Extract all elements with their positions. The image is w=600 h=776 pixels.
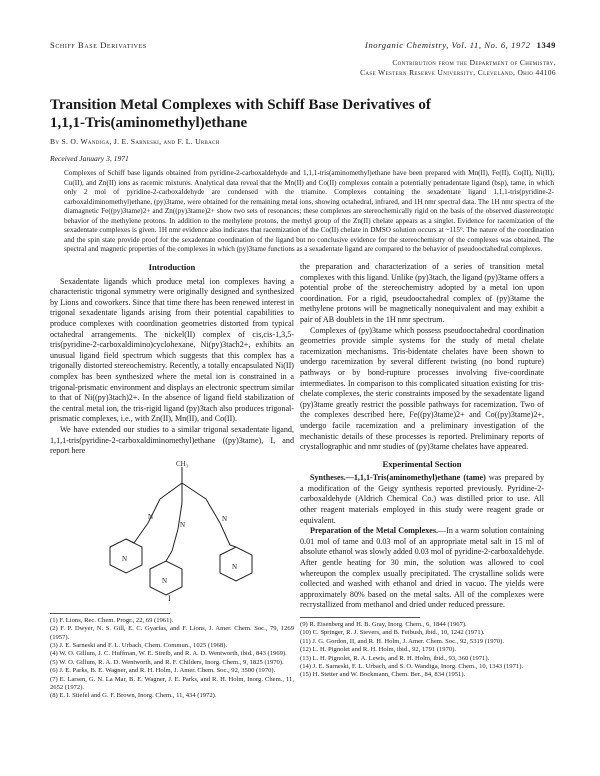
reference: (5) W. O. Gillum, R. A. D. Wentworth, and R. F. Childers, Inorg. Chem., 9, 1825 (1970). xyxy=(50,658,284,666)
preparation-paragraph xyxy=(300,526,544,611)
svg-text:N: N xyxy=(180,520,186,529)
references-right xyxy=(300,621,544,680)
experimental-heading: Experimental Section xyxy=(382,458,462,469)
svg-text:N: N xyxy=(148,512,154,521)
syntheses-runin: Syntheses.—1,1,1-Tris(aminomethyl)ethane (tame) xyxy=(310,473,486,483)
racemization-paragraph: Complexes of (py)3tame which possess pseudooctahedral coordination geometries provide simple systems for the study of metal chelate racemization mechanisms. Tris-bidentate chelates have been shown to undergo racemization by several different twisting (no bond rupture) pathways or by bond-rupture processes involving five-coordinate intermediates. In comparison to this complicated situation existing for tris-chelate complexes, the steric constraints imposed by the sexadentate ligand (py)3tame greatly restrict the possible pathways for racemization. Two of the complexes described here, Fe((py)3tame)2+ and Co((py)3tame)2+, undergo facile racemization and a preliminary investigation of the mechanistic details of these processes is reported. Preliminary reports of crystallographic and nmr studies of (py)3tame chelates have appeared. xyxy=(300,325,544,452)
ligand-structure-drawing xyxy=(50,459,294,607)
preparation-runin: Preparation of the Metal Complexes. xyxy=(310,526,439,536)
preparation-body: —In a warm solution containing 0.01 mol of tame and 0.03 mol of an appropriate metal salt in 15 ml of absolute ethanol was slowly added 0.03 mol of pyridine-2-carboxaldehyde. After gentle heating for 30 min, the solution was allowed to cool whereupon the complex usually precipitated. The crystalline solids were collected and washed with ethanol and dried in vacuo. The yields were approximately 80% based on the metal salts. All of the complexes were recrystallized from methanol and dried under reduced pressure. xyxy=(300,526,544,610)
continued-paragraph: the preparation and characterization of a series of transition metal complexes with this ligand. Unlike (py)3tach, the ligand (py)3tame offers a potential probe of the stereochemistry adopted by a metal ion upon coordination. For a rigid, pseudooctahedral complex of (py)3tame the methylene protons will be magnetically nonequivalent and may exhibit a pair of AB doublets in the 1H nmr spectrum. xyxy=(300,262,544,324)
reference: (10) C. Springer, R. J. Sievers, and B. Feibush, ibid., 10, 1242 (1971). xyxy=(300,629,485,637)
running-head: Schiff Base Derivatives xyxy=(50,40,147,50)
reference: (3) J. E. Sarneski and F. L. Urbach, Chem. Commun., 1025 (1968). xyxy=(50,641,228,649)
reference: (1) F. Lions, Rec. Chem. Progr., 22, 69 (1961). xyxy=(50,616,174,624)
journal-citation xyxy=(365,40,556,50)
references-left xyxy=(50,617,294,701)
footnote-rule xyxy=(300,617,420,618)
received-date: Received January 3, 1971 xyxy=(50,154,129,163)
syntheses-paragraph xyxy=(300,473,544,526)
page-number: 1349 xyxy=(536,40,556,50)
contribution-line-2: Case Western Reserve University, Cleveland, Ohio 44106 xyxy=(360,68,556,77)
journal-name: Inorganic Chemistry, Vol. 11, No. 6, 1972 xyxy=(365,40,531,50)
reference: (4) W. O. Gillum, J. C. Huffman, W. E. Streib, and R. A. D. Wentworth, ibid., 843 (1969). xyxy=(50,650,287,658)
footnote-rule xyxy=(50,613,170,614)
abstract: Complexes of Schiff base ligands obtained from pyridine-2-carboxaldehyde and 1,1,1-tris(aminomethyl)ethane have been prepared with Mn(II), Fe(II), Co(II), Ni(II), Cu(II), and Zn(II) ions as racemic mixtures. Analytical data reveal that the Mn(II) and Co(II) complexes contain a potentially pentadentate ligand (bsp), tame, in which only 2 mol of pyridine-2-carboxaldehyde are condensed with the triamine. Complexes containing the sexadentate ligand 1,1,1-tris(pyridine-2-carboxaldiminomethyl)ethane, (py)3tame, were obtained for the remaining metal ions, showing octahedral, infrared, and 1H nmr spectral data. The 1H nmr spectra of the diamagnetic Fe((py)3tame)2+ and Zn((py)3tame)2+ show two sets of resonances; these complexes are stereochemically rigid on the basis of the observed diastereotopic behavior of the methylene protons. In addition to the methylene protons, the methyl group of the Zn(II) chelate appears as a singlet. Evidence for racemization of the sexadentate complexes is given. 1H nmr evidence also indicates that racemization of the Co(II) chelate in DMSO solution occurs at ~115°. The nature of the coordination and the spin state provide proof for the sexadentate coordination of the ligand but no conclusive evidence for the stereochemistry of the complexes was obtained. The spectral and magnetic properties of the complexes in which (py)3tame functions as a sexadentate ligand are compared to the behavior of pseudooctahedral complexes. xyxy=(64,169,554,253)
right-column xyxy=(300,262,544,680)
article-title xyxy=(50,96,550,132)
svg-text:N: N xyxy=(222,514,228,523)
reference: (9) R. Eisenberg and H. B. Gray, Inorg. Chem., 6, 1844 (1967). xyxy=(300,621,467,628)
ligand-structure-figure xyxy=(50,459,294,607)
svg-text:N: N xyxy=(232,562,238,571)
reference: (13) L. H. Pignolet, R. A. Lewis, and R. H. Holm, ibid., 93, 360 (1971). xyxy=(300,654,490,662)
contribution-line-1: Contribution from the Department of Chemistry, xyxy=(392,58,556,67)
reference: (2) F. P. Dwyer, N. S. Gill, E. C. Gyarfas, and F. Lions, J. Amer. Chem. Soc., 79, 1269 (1957). xyxy=(50,625,294,641)
title-line-1: Transition Metal Complexes with Schiff Base Derivatives of xyxy=(50,97,431,113)
svg-text:CH₃: CH₃ xyxy=(176,459,189,468)
authors: By S. O. Wandiga, J. E. Sarneski, and F. L. Urbach xyxy=(50,137,220,146)
intro-paragraph-2: We have extended our studies to a similar trigonal sexadentate ligand, 1,1,1-tris(pyridine-2-carboxaldiminomethyl)ethane ((py)3tame), I, and report here xyxy=(50,424,294,456)
reference: (6) J. E. Parks, B. E. Wagner, and R. H. Holm, J. Amer. Chem. Soc., 92, 3500 (1970). xyxy=(50,667,276,675)
svg-text:N: N xyxy=(162,576,168,585)
reference: (7) E. Larsen, G. N. La Mar, B. E. Wagner, J. E. Parks, and R. H. Holm, Inorg. Chem., 11, 2652 (1972). xyxy=(50,675,294,691)
left-column xyxy=(50,262,294,701)
reference: (12) L. H. Pignolet and R. H. Holm, ibid., 92, 1791 (1970). xyxy=(300,646,457,654)
intro-paragraph-1: Sexadentate ligands which produce metal ion complexes having a characteristic trigonal symmetry were originally designed and synthesized by Lions and coworkers. Since that time there has been renewed interest in trigonal sexadentate ligands arising from their potential capabilities to produce complexes with coordination geometries distorted from typical octahedral arrangements. The nickel(II) complex of cis,cis-1,3,5-tris(pyridine-2-carboxaldimino)cyclohexane, Ni(py)3tach2+, exhibits an unusual ligand field spectrum which suggests that this complex has a trigonally distorted stereochemistry. Recently, a totally encapsulated Ni(II) complex has been synthesized where the metal ion is constrained in a trigonal-prismatic environment and displays an electronic spectrum similar to that of Ni((py)3tach)2+. In the absence of ligand field stabilization of the central metal ion, the tris-rigid ligand (py)3tach also produces trigonal-prismatic complexes, i.e., with Zn(II), Mn(II), and Co(II). xyxy=(50,276,294,424)
reference: (15) H. Stetter and W. Bockmann, Chem. Ber., 84, 834 (1951). xyxy=(300,671,466,679)
contribution-note xyxy=(360,58,556,78)
figure-label: I xyxy=(168,594,171,604)
reference: (11) J. G. Gordon, II, and R. H. Holm, J. Amer. Chem. Soc., 92, 5319 (1970). xyxy=(300,637,504,645)
title-line-2: 1,1,1-Tris(aminomethyl)ethane xyxy=(50,115,248,131)
svg-text:N: N xyxy=(122,554,128,563)
syntheses-body: was prepared by a modification of the Geigy synthesis reported previously. Pyridine-2-carboxaldehyde (Aldrich Chemical Co.) was distilled prior to use. All other reagent materials employed in this study were reagent grade or equivalent. xyxy=(300,473,544,525)
reference: (8) E. I. Stiefel and G. F. Brown, Inorg. Chem., 11, 434 (1972). xyxy=(50,692,217,700)
intro-heading: Introduction xyxy=(148,262,196,272)
reference: (14) J. E. Sarneski, F. L. Urbach, and S. O. Wandiga, Inorg. Chem., 10, 1343 (1971). xyxy=(300,663,524,671)
